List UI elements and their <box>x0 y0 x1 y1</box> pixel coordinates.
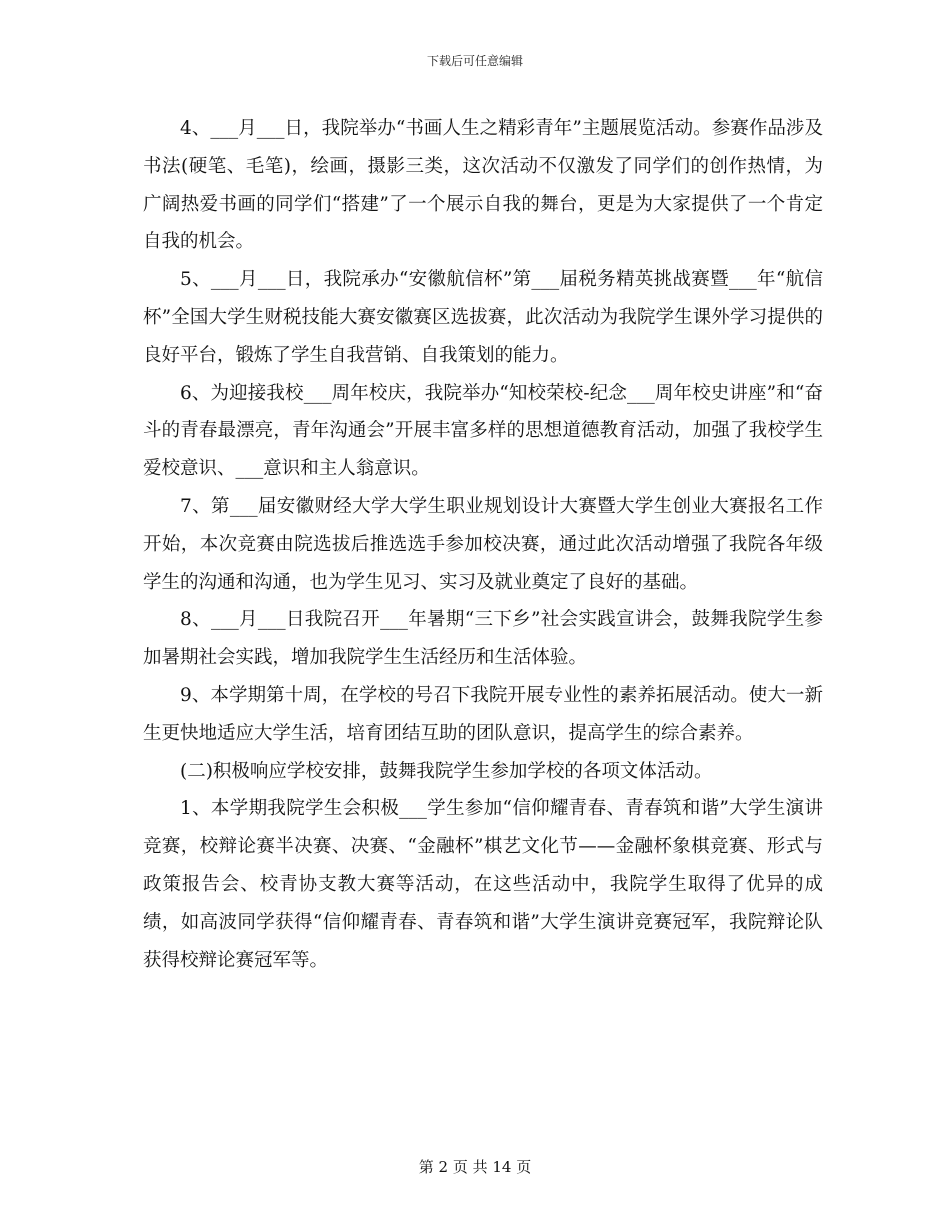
document-body <box>143 110 823 979</box>
paragraph-section2-item-1: 1、本学期我院学生会积极___学生参加“信仰耀青春、青春筑和谐”大学生演讲竞赛，校辩论赛半决赛、决赛、“金融杯”棋艺文化节——金融杯象棋竞赛、形式与政策报告会、校青协支教大赛等活动，在这些活动中，我院学生取得了优异的成绩，如高波同学获得“信仰耀青春、青春筑和谐”大学生演讲竞赛冠军，我院辩论队获得校辩论赛冠军等。 <box>143 798 823 971</box>
section-heading-2: (二)积极响应学校安排，鼓舞我院学生参加学校的各项文体活动。 <box>180 760 713 782</box>
page-number: 第 2 页 共 14 页 <box>418 1158 532 1176</box>
paragraph-item-4: 4、___月___日，我院举办“书画人生之精彩青年”主题展览活动。参赛作品涉及书法(硬笔、毛笔)，绘画，摄影三类，这次活动不仅激发了同学们的创作热情，为广阔热爱书画的同学们“搭建”了一个展示自我的舞台，更是为大家提供了一个肯定自我的机会。 <box>143 118 823 253</box>
paragraph-item-9: 9、本学期第十周，在学校的号召下我院开展专业性的素养拓展活动。使大一新生更快地适应大学生活，培育团结互助的团队意识，提高学生的综合素养。 <box>143 684 823 744</box>
paragraph-item-7: 7、第___届安徽财经大学大学生职业规划设计大赛暨大学生创业大赛报名工作开始，本次竞赛由院选拔后推选选手参加校决赛，通过此次活动增强了我院各年级学生的沟通和沟通，也为学生见习、实习及就业奠定了良好的基础。 <box>143 495 823 593</box>
paragraph-item-8: 8、___月___日我院召开___年暑期“三下乡”社会实践宣讲会，鼓舞我院学生参加暑期社会实践，增加我院学生生活经历和生活体验。 <box>143 609 823 669</box>
paragraph-item-5: 5、___月___日，我院承办“安徽航信杯”第___届税务精英挑战赛暨___年“航信杯”全国大学生财税技能大赛安徽赛区选拔赛，此次活动为我院学生课外学习提供的良好平台，锻炼了学生自我营销、自我策划的能力。 <box>143 269 823 366</box>
page-header: 下载后可任意编辑 <box>426 54 523 68</box>
paragraph-item-6: 6、为迎接我校___周年校庆，我院举办“知校荣校-纪念___周年校史讲座”和“奋斗的青春最漂亮，青年沟通会”开展丰富多样的思想道德教育活动，加强了我校学生爱校意识、___意识和主人翁意识。 <box>143 382 823 480</box>
